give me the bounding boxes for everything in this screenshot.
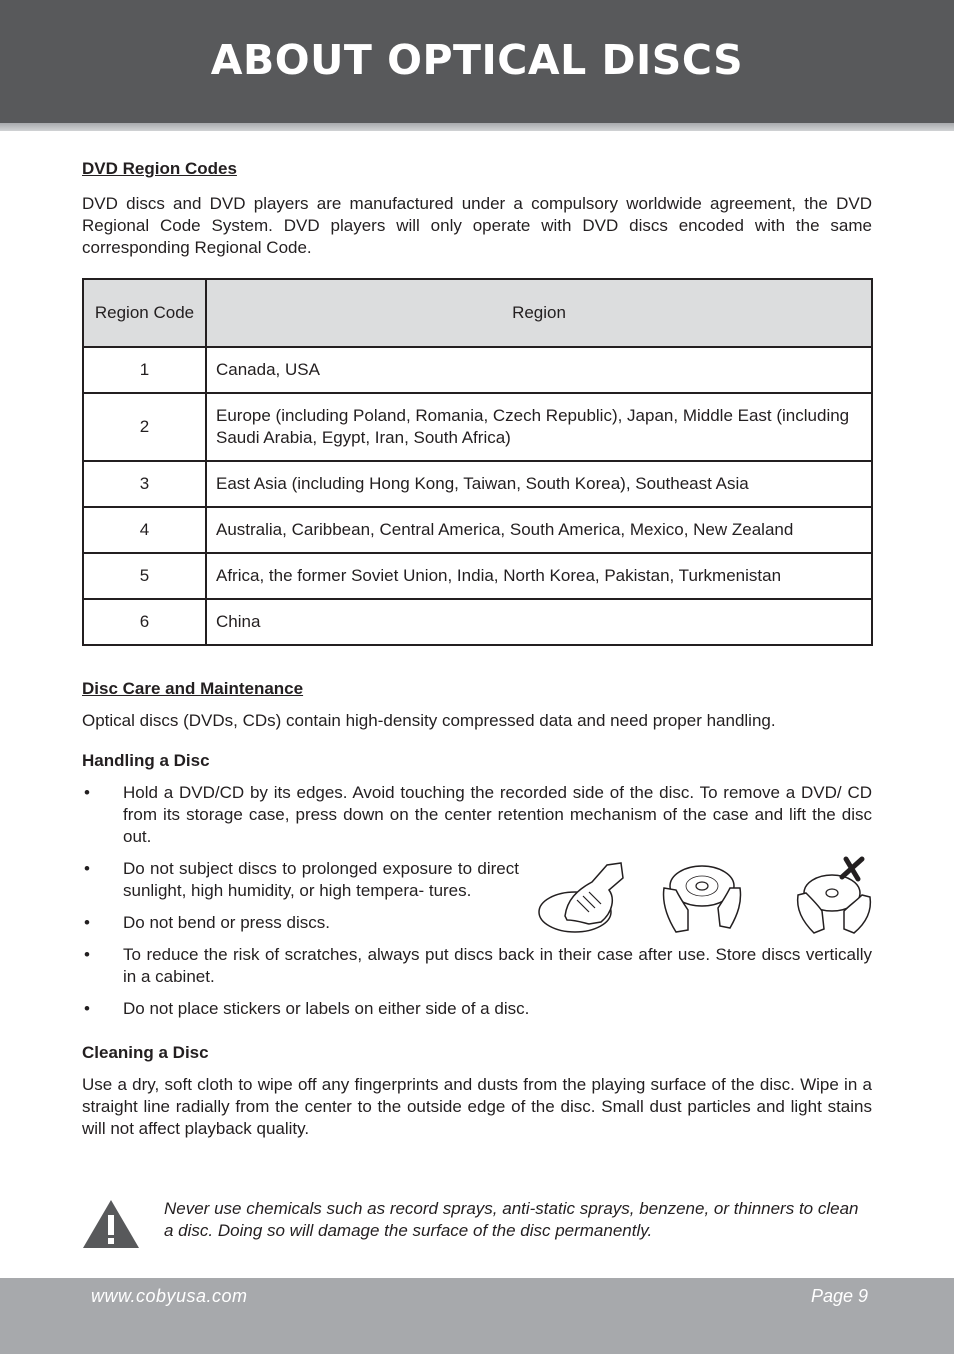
region-name-cell: Europe (including Poland, Romania, Czech Republic), Japan, Middle East (including Saudi Arabia, Egypt, Iran, South Africa) <box>206 393 872 461</box>
region-name-cell: Australia, Caribbean, Central America, South America, Mexico, New Zealand <box>206 507 872 553</box>
region-code-cell: 3 <box>83 461 206 507</box>
list-item: • To reduce the risk of scratches, always put discs back in their case after use. Store discs vertically in a cabinet. <box>82 944 872 988</box>
hold-by-edge-illustration <box>537 860 627 935</box>
table-header-row <box>83 279 872 347</box>
disc-care-intro: Optical discs (DVDs, CDs) contain high-density compressed data and need proper handling. <box>82 711 776 730</box>
region-code-cell: 2 <box>83 393 206 461</box>
handling-heading: Handling a Disc <box>82 751 210 770</box>
region-codes-intro: DVD discs and DVD players are manufactured under a compulsory worldwide agreement, the DVD Regional Code System. DVD players will only operate with DVD discs encoded with the same corresponding Regional Code. <box>82 194 872 257</box>
column-header-region: Region <box>206 279 872 347</box>
cleaning-text: Use a dry, soft cloth to wipe off any fingerprints and dusts from the playing surface of the disc. Wipe in a straight line radially from the center to the outside edge of the disc. Small dust particles and light stains will not affect playback quality. <box>82 1075 872 1138</box>
region-code-cell: 5 <box>83 553 206 599</box>
region-name-cell: Africa, the former Soviet Union, India, North Korea, Pakistan, Turkmenistan <box>206 553 872 599</box>
region-code-cell: 4 <box>83 507 206 553</box>
cleaning-heading: Cleaning a Disc <box>82 1043 209 1062</box>
list-item: • Do not place stickers or labels on either side of a disc. <box>82 998 872 1020</box>
header-divider <box>0 123 954 131</box>
list-item: • Hold a DVD/CD by its edges. Avoid touching the recorded side of the disc. To remove a DVD/ CD from its storage case, press down on the center retention mechanism of the case and lift the disc out. <box>82 782 872 848</box>
table-row <box>83 599 872 645</box>
main-content <box>82 158 872 1140</box>
warning-icon <box>82 1199 140 1249</box>
warning-text: Never use chemicals such as record sprays, anti-static sprays, benzene, or thinners to clean a disc. Doing so will damage the surface of the disc permanently. <box>164 1199 859 1240</box>
do-not-touch-surface-illustration <box>792 855 876 937</box>
table-row <box>83 461 872 507</box>
table-row <box>83 553 872 599</box>
region-name-cell: China <box>206 599 872 645</box>
list-item: • Do not subject discs to prolonged exposure to direct sunlight, high humidity, or high tempera- tures. <box>82 858 519 902</box>
table-row <box>83 507 872 553</box>
region-codes-heading: DVD Region Codes <box>82 159 237 178</box>
region-code-table <box>82 278 873 646</box>
region-name-cell: East Asia (including Hong Kong, Taiwan, South Korea), Southeast Asia <box>206 461 872 507</box>
page-number: Page 9 <box>810 1286 868 1306</box>
footer-url-link[interactable]: www.cobyusa.com <box>91 1286 248 1306</box>
region-name-cell: Canada, USA <box>206 347 872 393</box>
prohibited-x-icon <box>842 859 862 879</box>
page-title: ABOUT OPTICAL DISCS <box>210 36 744 84</box>
region-code-cell: 1 <box>83 347 206 393</box>
column-header-code: Region Code <box>83 279 206 347</box>
list-item: • Do not bend or press discs. <box>82 912 872 934</box>
handling-list <box>82 782 872 1020</box>
table-row <box>83 393 872 461</box>
disc-care-heading: Disc Care and Maintenance <box>82 679 304 698</box>
table-row <box>83 347 872 393</box>
region-code-cell: 6 <box>83 599 206 645</box>
hold-with-hands-illustration <box>658 858 746 936</box>
